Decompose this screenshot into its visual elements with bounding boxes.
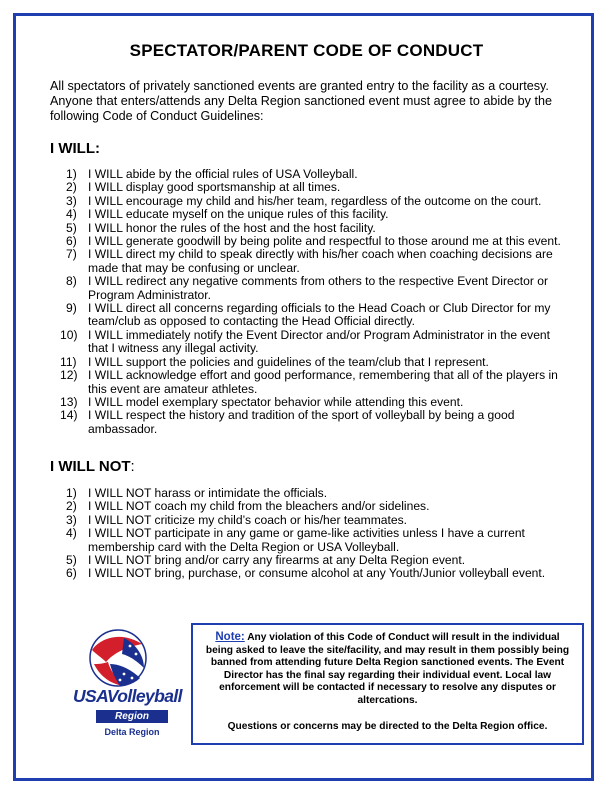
note-label: Note: bbox=[215, 631, 245, 643]
logo-region-tag: Region bbox=[96, 710, 168, 723]
rule-text: I WILL NOT criticize my child’s coach or his/her teammates. bbox=[88, 512, 408, 527]
rule-item bbox=[66, 168, 566, 181]
rule-item bbox=[66, 275, 566, 302]
rule-text: I WILL NOT coach my child from the bleachers and/or sidelines. bbox=[88, 499, 430, 514]
rule-item bbox=[66, 567, 566, 580]
will-not-list bbox=[66, 487, 566, 581]
rule-item bbox=[60, 327, 566, 356]
rule-number: 3) bbox=[66, 512, 77, 527]
rule-text: I WILL direct my child to speak directly with his/her coach when coaching decisions are made that may be confusing or unclear. bbox=[88, 247, 553, 275]
rule-text: I WILL respect the history and tradition of the sport of volleyball by being a good ambassador. bbox=[88, 408, 515, 436]
rule-text: I WILL direct all concerns regarding officials to the Head Coach or Club Director for my team/club as opposed to contacting the Head Official directly. bbox=[88, 301, 551, 329]
rule-text: I WILL generate goodwill by being polite and respectful to those around me at this event. bbox=[88, 234, 561, 249]
rule-number: 5) bbox=[66, 553, 77, 568]
intro-paragraph: All spectators of privately sanctioned events are granted entry to the facility as a courtesy. Anyone that enters/attends any Delta Region sanctioned event must agree to abide by the following Code of Conduct Guidelines: bbox=[50, 79, 552, 123]
will-list bbox=[60, 167, 566, 436]
rule-item bbox=[66, 235, 566, 248]
volleyball-icon bbox=[90, 630, 146, 686]
rule-item bbox=[66, 487, 566, 500]
rule-text: I WILL NOT harass or intimidate the officials. bbox=[88, 486, 328, 500]
rule-number: 12) bbox=[60, 368, 78, 383]
note-questions: Questions or concerns may be directed to the Delta Region office. bbox=[227, 720, 548, 732]
rule-text: I WILL redirect any negative comments from others to the respective Event Director or Program Administrator. bbox=[88, 274, 548, 302]
rule-item bbox=[60, 368, 566, 396]
will-not-heading bbox=[50, 458, 135, 475]
rule-number: 5) bbox=[66, 220, 77, 235]
rule-number: 1) bbox=[66, 167, 77, 181]
rule-item bbox=[60, 354, 566, 369]
rule-item bbox=[66, 514, 566, 527]
will-heading: I WILL: bbox=[50, 140, 100, 157]
rule-number: 4) bbox=[66, 207, 77, 222]
rule-text: I WILL abide by the official rules of USA Volleyball. bbox=[88, 167, 358, 181]
rule-number: 10) bbox=[60, 327, 78, 342]
rule-text: I WILL encourage my child and his/her team, regardless of the outcome on the court. bbox=[88, 193, 542, 208]
rule-item bbox=[66, 195, 566, 208]
will-not-heading-colon: : bbox=[130, 458, 135, 475]
rule-item bbox=[66, 181, 566, 194]
rule-item bbox=[66, 248, 566, 275]
rule-text: I WILL model exemplary spectator behavior while attending this event. bbox=[88, 394, 464, 409]
rule-text: I WILL immediately notify the Event Director and/or Program Administrator in the event that I witness any illegal activity. bbox=[88, 327, 551, 356]
rule-item bbox=[66, 527, 566, 554]
rule-number: 8) bbox=[66, 274, 77, 289]
logo-region-name: Delta Region bbox=[104, 727, 160, 737]
rule-item bbox=[66, 302, 566, 329]
will-not-heading-text: I WILL NOT bbox=[50, 458, 131, 475]
rule-number: 7) bbox=[66, 247, 77, 262]
rule-number: 1) bbox=[66, 486, 77, 500]
rule-item bbox=[66, 554, 566, 567]
rule-text: I WILL NOT bring and/or carry any firearms at any Delta Region event. bbox=[88, 553, 466, 568]
rule-text: I WILL display good sportsmanship at all times. bbox=[88, 180, 341, 195]
note-body: Any violation of this Code of Conduct will result in the individual being asked to leave the site/facility, and may result in them possibly being banned from attending future Delta Region sanctioned events. The Event Director has the final say regarding their individual event. Local law enforcement will be contacted if necessary to resolve any disputes or altercations. bbox=[205, 632, 570, 706]
rule-item bbox=[60, 408, 566, 436]
rule-number: 11) bbox=[60, 354, 77, 369]
page-title: SPECTATOR/PARENT CODE OF CONDUCT bbox=[129, 41, 484, 60]
rule-item bbox=[60, 394, 566, 409]
rule-number: 4) bbox=[66, 526, 77, 541]
rule-number: 3) bbox=[66, 193, 77, 208]
rule-text: I WILL acknowledge effort and good performance, remembering that all of the players in this event are amateur athletes. bbox=[88, 368, 558, 396]
rule-number: 2) bbox=[66, 499, 77, 514]
rule-item bbox=[66, 208, 566, 221]
rule-text: I WILL support the policies and guidelines of the team/club that I represent. bbox=[88, 354, 489, 369]
rule-number: 14) bbox=[60, 408, 78, 423]
usa-volleyball-logo bbox=[80, 624, 190, 744]
rule-number: 6) bbox=[66, 566, 77, 581]
rule-item bbox=[66, 222, 566, 235]
rule-number: 6) bbox=[66, 234, 77, 249]
rule-text: I WILL NOT participate in any game or game-like activities unless I have a current membership card with the Delta Region or USA Volleyball. bbox=[88, 526, 525, 554]
rule-number: 2) bbox=[66, 180, 77, 195]
rule-text: I WILL NOT bring, purchase, or consume alcohol at any Youth/Junior volleyball event. bbox=[88, 566, 546, 581]
rule-item bbox=[66, 500, 566, 513]
rule-text: I WILL honor the rules of the host and the host facility. bbox=[88, 220, 376, 235]
note-box bbox=[191, 623, 584, 745]
logo-wordmark: USAVolleyball bbox=[73, 686, 182, 706]
rule-text: I WILL educate myself on the unique rules of this facility. bbox=[88, 207, 389, 222]
rule-number: 9) bbox=[66, 301, 77, 316]
rule-number: 13) bbox=[60, 394, 78, 409]
